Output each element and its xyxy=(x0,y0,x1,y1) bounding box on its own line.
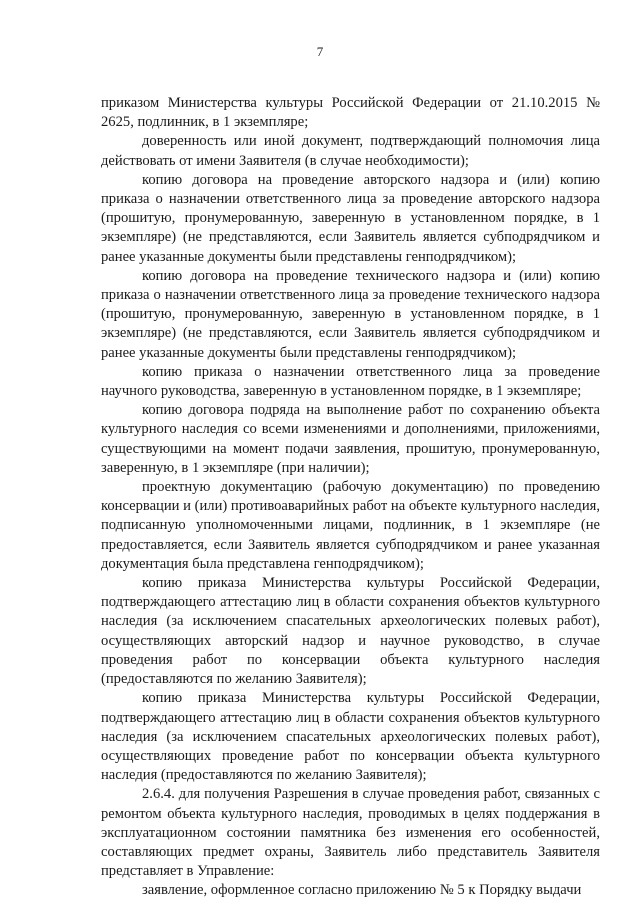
paragraph-technical-supervision-contract: копию договора на проведение технического надзора и (или) копию приказа о назначении ответственного лица за проведение технического надзора (прошитую, пронумерованную, заверенную в установленном порядке, в 1 экземпляре) (не представляются, если Заявитель является субподрядчиком и ранее указанные документы были представлены генподрядчиком); xyxy=(101,267,600,361)
paragraph-author-supervision-contract: копию договора на проведение авторского надзора и (или) копию приказа о назначении ответственного лица за проведение авторского надзора (прошитую, пронумерованную, заверенную в установленном порядке, в 1 экземпляре) (не представляются, если Заявитель является субподрядчиком и ранее указанные документы были представлены генподрядчиком); xyxy=(101,171,600,265)
paragraph-project-documentation: проектную документацию (рабочую документацию) по проведению консервации и (или) противоаварийных работ на объекте культурного наследия, подписанную уполномоченными лицами, подлинник, в 1 экземпляре (не предоставляется, если Заявитель является субподрядчиком и ранее указанная документация была представлена генподрядчиком); xyxy=(101,479,600,572)
page-number: 7 xyxy=(316,44,324,59)
paragraph-contract-copy: копию договора подряда на выполнение работ по сохранению объекта культурного наследия со всеми изменениями и дополнениями, приложениями, существующими на момент подачи заявления, прошитую, пронумерованную, заверенную, в 1 экземпляре (при наличии); xyxy=(101,402,600,476)
paragraph-section-2-6-4: 2.6.4. для получения Разрешения в случае проведения работ, связанных с ремонтом объекта культурного наследия, проводимых в целях поддержания в эксплуатационном состоянии памятника без изменения его особенностей, составляющих предмет охраны, Заявитель либо представитель Заявителя представляет в Управление: xyxy=(101,786,600,880)
document-body xyxy=(101,94,600,901)
paragraph-scientific-management-order: копию приказа о назначении ответственного лица за проведение научного руководства, заверенную в установленном порядке, в 1 экземпляре; xyxy=(101,363,600,400)
paragraph-order-reference: приказом Министерства культуры Российской Федерации от 21.10.2015 № 2625, подлинник, в 1 экземпляре; xyxy=(101,95,600,131)
paragraph-power-of-attorney: доверенность или иной документ, подтверждающий полномочия лица действовать от имени Заявителя (в случае необходимости); xyxy=(101,133,600,169)
paragraph-attestation-order-conservation: копию приказа Министерства культуры Российской Федерации, подтверждающего аттестацию лиц в области сохранения объектов культурного наследия (за исключением спасательных археологических полевых работ), осуществляющих проведение работ по консервации объекта культурного наследия (предоставляются по желанию Заявителя); xyxy=(101,690,600,784)
paragraph-application-form: заявление, оформленное согласно приложению № 5 к Порядку выдачи xyxy=(142,882,582,899)
paragraph-attestation-order-supervision: копию приказа Министерства культуры Российской Федерации, подтверждающего аттестацию лиц в области сохранения объектов культурного наследия (за исключением спасательных археологических полевых работ), осуществляющих авторский надзор и научное руководство, в случае проведения работ по консервации объекта культурного наследия (предоставляются по желанию Заявителя); xyxy=(101,575,600,688)
